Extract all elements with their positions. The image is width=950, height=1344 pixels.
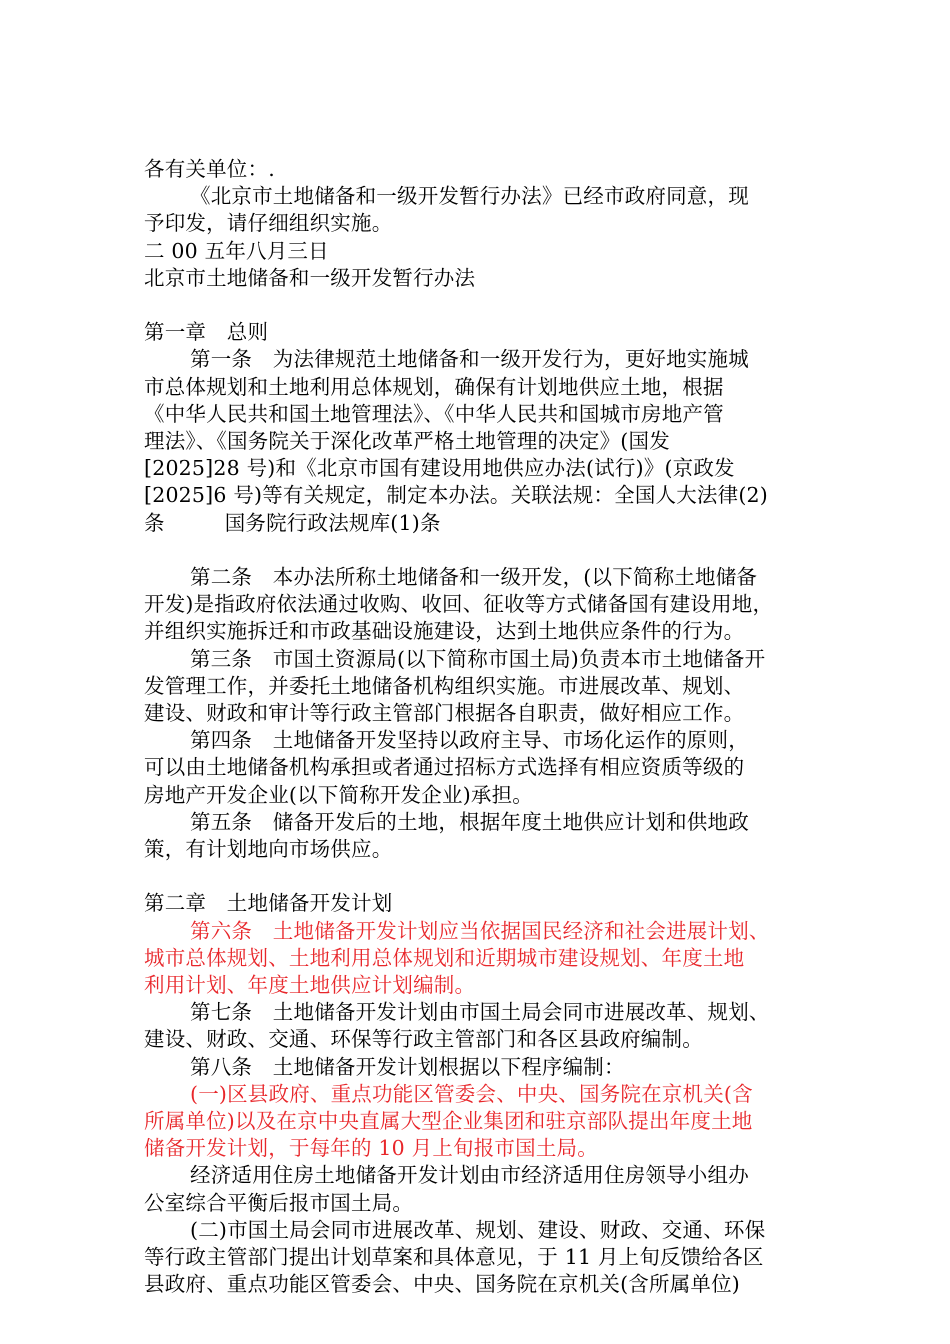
- article-3-line: 第三条 市国土资源局(以下简称市国土局)负责本市土地储备开: [190, 646, 766, 671]
- article-4-line: 房地产开发企业(以下简称开发企业)承担。: [144, 782, 533, 807]
- issue-date: 二 00 五年八月三日: [144, 238, 329, 263]
- article-4-line: 可以由土地储备机构承担或者通过招标方式选择有相应资质等级的: [144, 755, 745, 780]
- intro-line: 予印发，请仔细组织实施。: [144, 211, 393, 236]
- item-1-line: 所属单位)以及在京中央直属大型企业集团和驻京部队提出年度土地: [144, 1109, 753, 1134]
- article-1-line: 《中华人民共和国土地管理法》、《中华人民共和国城市房地产管: [144, 401, 724, 426]
- item-1-note-line: 公室综合平衡后报市国土局。: [144, 1190, 414, 1215]
- spacer: [144, 863, 816, 890]
- article-5-line: 第五条 储备开发后的土地，根据年度土地供应计划和供地政: [190, 809, 749, 834]
- article-8-line: 第八条 土地储备开发计划根据以下程序编制：: [190, 1054, 625, 1079]
- article-1-tail-a: 条: [144, 510, 165, 535]
- chapter-heading: 第二章 土地储备开发计划: [144, 891, 393, 916]
- document-title: 北京市土地储备和一级开发暂行办法: [144, 265, 476, 290]
- document-page: [144, 156, 816, 1298]
- chapter-heading: 第一章 总则: [144, 320, 269, 345]
- article-4-line: 第四条 土地储备开发坚持以政府主导、市场化运作的原则，: [190, 728, 749, 753]
- article-6-line: 第六条 土地储备开发计划应当依据国民经济和社会进展计划、: [190, 918, 770, 943]
- article-3-line: 发管理工作，并委托土地储备机构组织实施。市进展改革、规划、: [144, 673, 745, 698]
- article-5-line: 策，有计划地向市场供应。: [144, 837, 393, 862]
- article-2-line: 第二条 本办法所称土地储备和一级开发，(以下简称土地储备: [190, 565, 758, 590]
- article-3-line: 建设、财政和审计等行政主管部门根据各自职责，做好相应工作。: [144, 701, 745, 726]
- item-2-line: 县政府、重点功能区管委会、中央、国务院在京机关(含所属单位): [144, 1272, 740, 1297]
- article-1-line: 理法》、《国务院关于深化改革严格土地管理的决定》(国发: [144, 429, 670, 454]
- article-6-line: 利用计划、年度土地供应计划编制。: [144, 973, 476, 998]
- item-2-line: (二)市国土局会同市进展改革、规划、建设、财政、交通、环保: [190, 1217, 766, 1242]
- related-regulations-link: 国务院行政法规库(1)条: [224, 510, 441, 535]
- item-1-line: (一)区县政府、重点功能区管委会、中央、国务院在京机关(含: [190, 1081, 753, 1106]
- spacer: [144, 292, 816, 319]
- article-6-line: 城市总体规划、土地利用总体规划和近期城市建设规划、年度土地: [144, 945, 745, 970]
- article-1-line: 市总体规划和土地利用总体规划，确保有计划地供应土地，根据: [144, 374, 724, 399]
- article-1-line: [2025]28 号)和《北京市国有建设用地供应办法(试行)》(京政发: [144, 456, 735, 481]
- article-7-line: 建设、财政、交通、环保等行政主管部门和各区县政府编制。: [144, 1027, 703, 1052]
- article-1-tail: [144, 510, 816, 537]
- article-1-line: [2025]6 号)等有关规定，制定本办法。关联法规：全国人大法律(2): [144, 483, 768, 508]
- article-1-line: 第一条 为法律规范土地储备和一级开发行为，更好地实施城: [190, 347, 749, 372]
- salutation: 各有关单位：.: [144, 157, 275, 181]
- item-1-note-line: 经济适用住房土地储备开发计划由市经济适用住房领导小组办: [190, 1163, 749, 1188]
- item-2-line: 等行政主管部门提出计划草案和具体意见，于 11 月上旬反馈给各区: [144, 1245, 764, 1270]
- article-2-line: 并组织实施拆迁和市政基础设施建设，达到土地供应条件的行为。: [144, 619, 745, 644]
- spacer: [144, 537, 816, 564]
- article-7-line: 第七条 土地储备开发计划由市国土局会同市进展改革、规划、: [190, 1000, 770, 1025]
- intro-line: 《北京市土地储备和一级开发暂行办法》已经市政府同意，现: [190, 184, 749, 209]
- item-1-line: 储备开发计划，于每年的 10 月上旬报市国土局。: [144, 1136, 598, 1161]
- article-2-line: 开发)是指政府依法通过收购、收回、征收等方式储备国有建设用地，: [144, 592, 774, 617]
